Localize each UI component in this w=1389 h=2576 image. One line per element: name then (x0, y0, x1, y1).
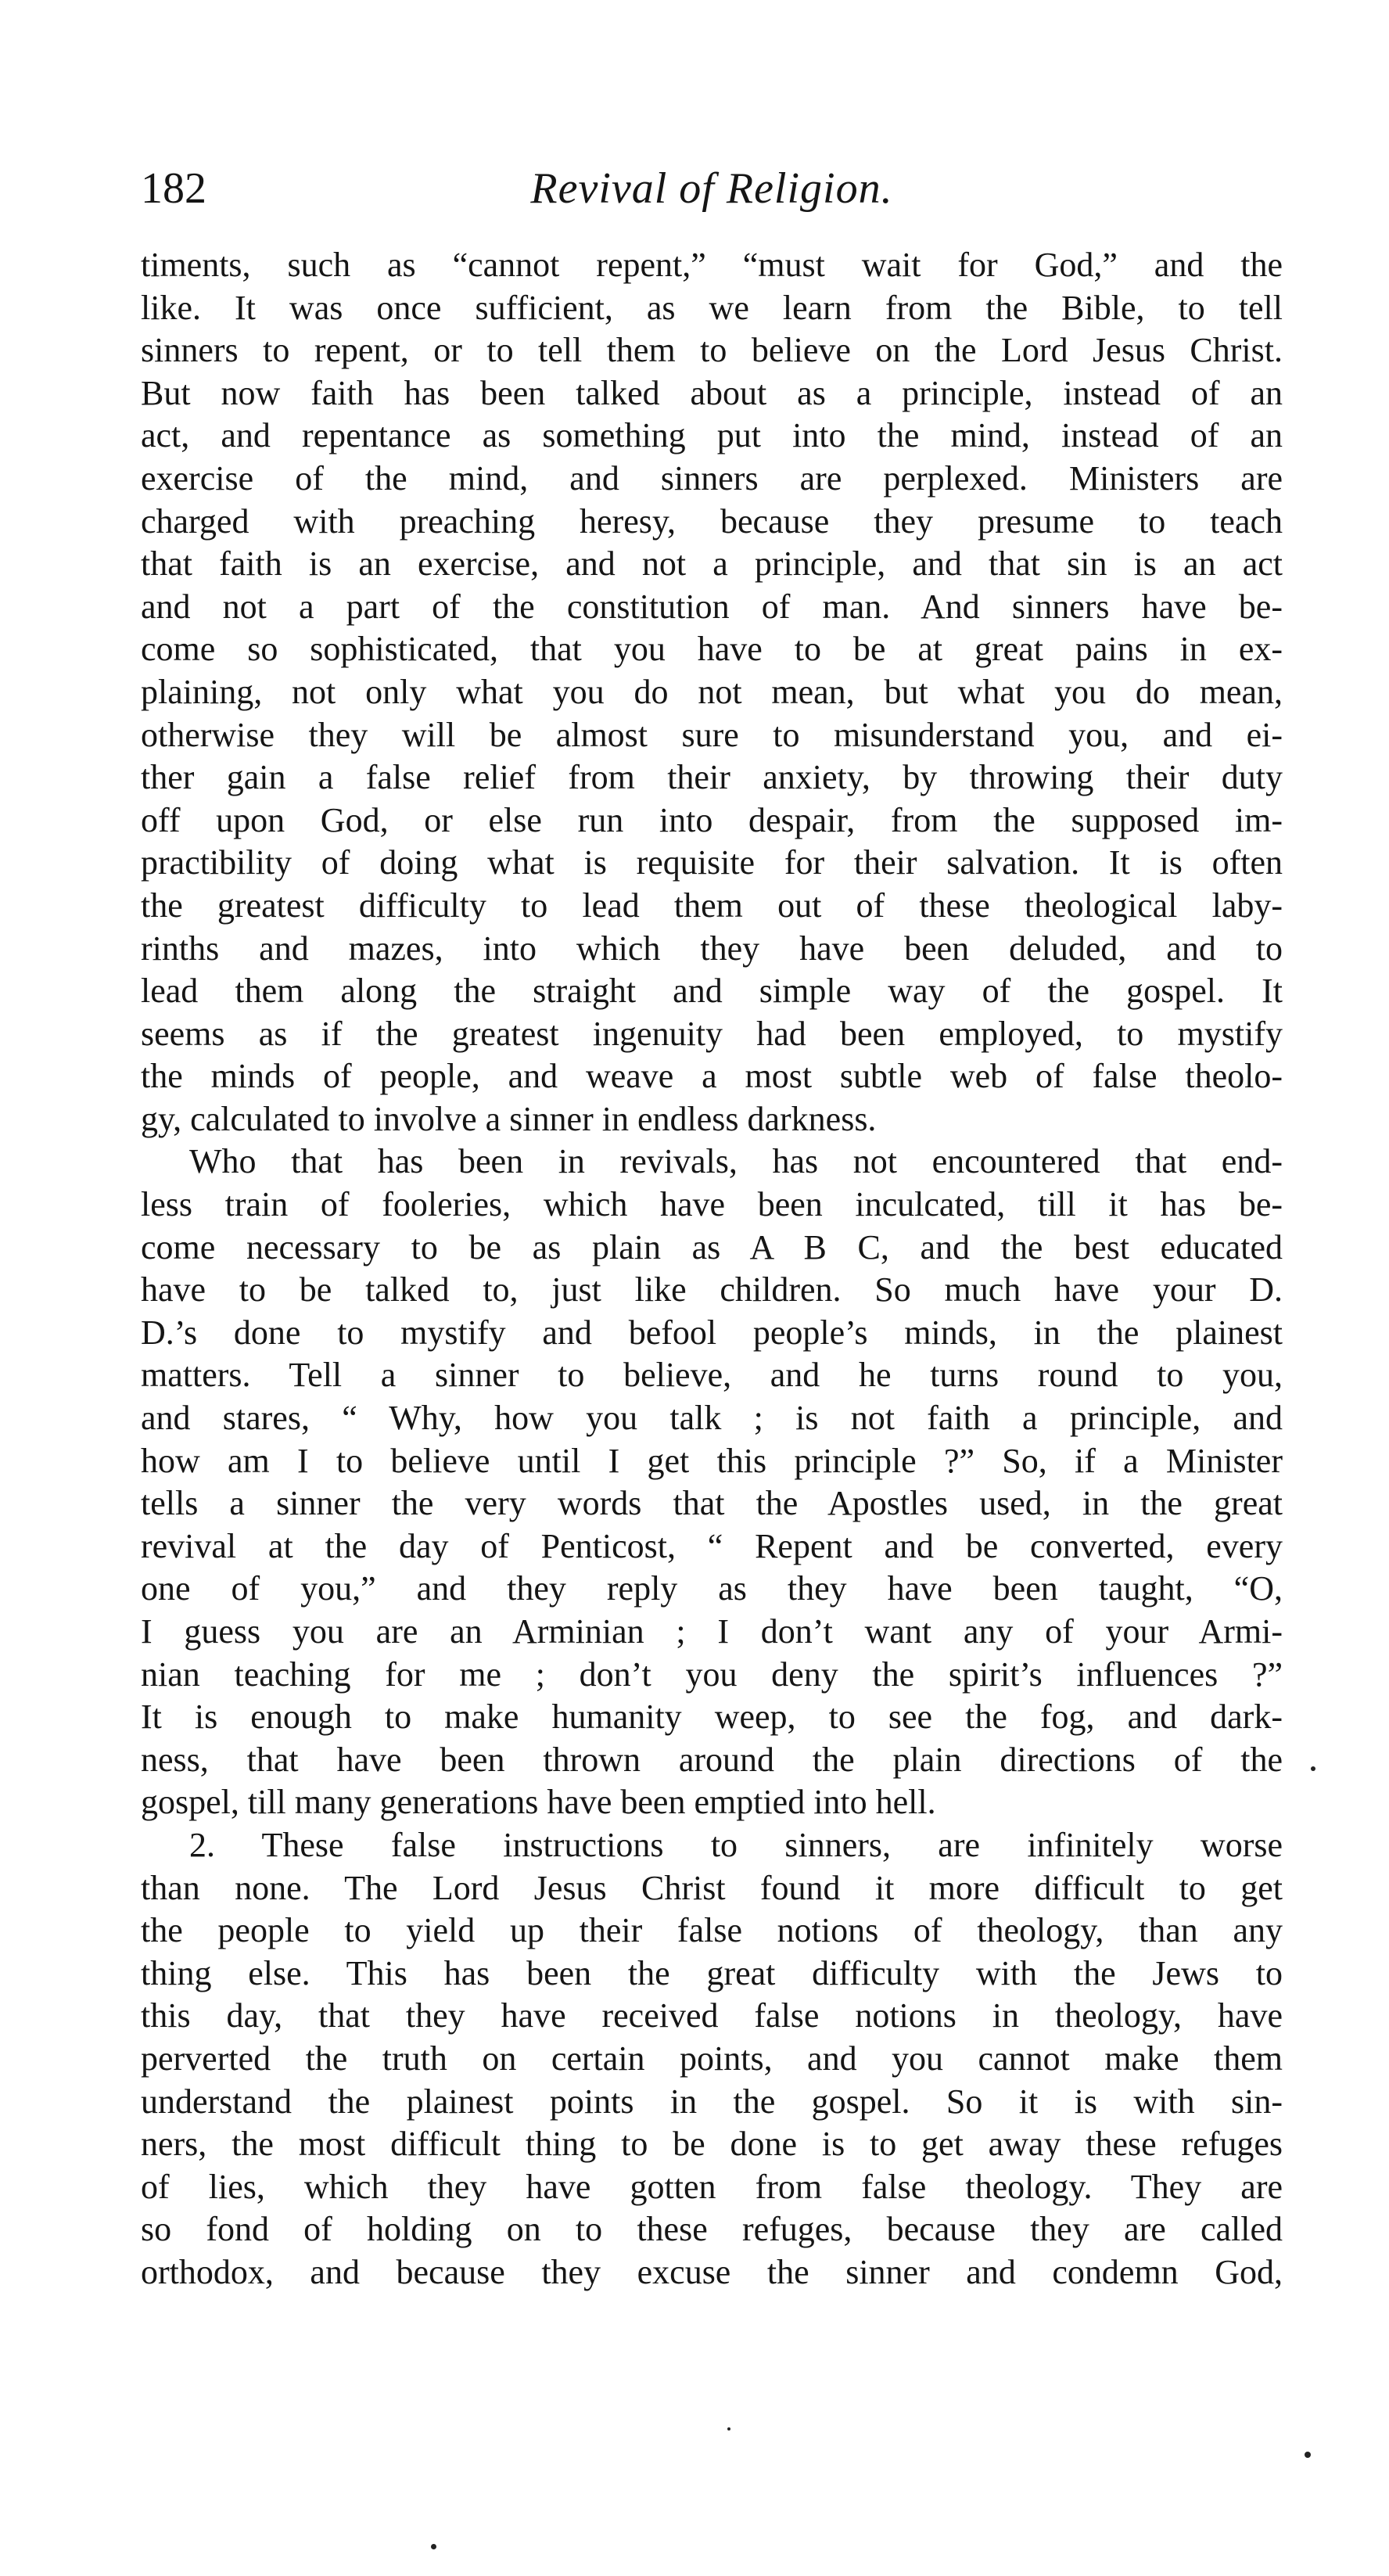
text-line: than none. The Lord Jesus Christ found it more difficult to get (141, 1868, 1283, 1907)
text-line: orthodox, and because they excuse the sinner and condemn God, (141, 2252, 1283, 2291)
text-line: sinners to repent, or to tell them to believe on the Lord Jesus Christ. (141, 331, 1283, 370)
text-line: nian teaching for me ; don’t you deny the spirit’s influences ?” (141, 1654, 1283, 1694)
text-line: this day, that they have received false notions in theology, have (141, 1996, 1283, 2035)
text-line: come necessary to be as plain as A B C, and the best educated (141, 1227, 1283, 1266)
paragraph-start-line: Who that has been in revivals, has not encountered that end- (189, 1142, 1283, 1181)
text-line: D.’s done to mystify and befool people’s minds, in the plainest (141, 1313, 1283, 1352)
ink-speck (727, 2427, 730, 2430)
text-line: revival at the day of Penticost, “ Repent and be converted, every (141, 1526, 1283, 1565)
text-line: the greatest difficulty to lead them out of these theological laby- (141, 886, 1283, 925)
text-line: seems as if the greatest ingenuity had been employed, to mystify (141, 1014, 1283, 1053)
text-line: act, and repentance as something put into the mind, instead of an (141, 416, 1283, 455)
text-line: and stares, “ Why, how you talk ; is not faith a principle, and (141, 1399, 1283, 1438)
running-title: Revival of Religion. (530, 164, 893, 213)
text-line: less train of fooleries, which have been inculcated, till it has be- (141, 1185, 1283, 1224)
text-line: have to be talked to, just like children. So much have your D. (141, 1270, 1283, 1310)
text-line: the people to yield up their false notions of theology, than any (141, 1911, 1283, 1950)
body-text (141, 244, 1283, 2294)
text-line: lead them along the straight and simple way of the gospel. It (141, 972, 1283, 1011)
text-line: I guess you are an Arminian ; I don’t want any of your Armi- (141, 1612, 1283, 1651)
text-line: that faith is an exercise, and not a principle, and that sin is an act (141, 544, 1283, 584)
text-line: exercise of the mind, and sinners are perplexed. Ministers are (141, 458, 1283, 498)
text-line: timents, such as “cannot repent,” “must wait for God,” and the (141, 246, 1283, 284)
text-line: the minds of people, and weave a most subtle web of false theolo- (141, 1057, 1283, 1096)
text-line: how am I to believe until I get this principle ?” So, if a Minister (141, 1441, 1283, 1480)
text-line: so fond of holding on to these refuges, because they are called (141, 2210, 1283, 2249)
text-line: otherwise they will be almost sure to misunderstand you, and ei- (141, 715, 1283, 754)
text-line: rinths and mazes, into which they have been deluded, and to (141, 929, 1283, 968)
paragraph-start-line: 2. These false instructions to sinners, are infinitely worse (189, 1825, 1283, 1864)
text-line: off upon God, or else run into despair, from the supposed im- (141, 800, 1283, 839)
ink-speck (431, 2544, 436, 2549)
text-line: tells a sinner the very words that the Apostles used, in the great (141, 1484, 1283, 1523)
page-number: 182 (141, 164, 206, 213)
text-line: of lies, which they have gotten from false theology. They are (141, 2167, 1283, 2206)
text-line: perverted the truth on certain points, and you cannot make them (141, 2039, 1283, 2078)
text-line: come so sophisticated, that you have to be at great pains in ex- (141, 630, 1283, 669)
text-line: understand the plainest points in the gospel. So it is with sin- (141, 2082, 1283, 2121)
text-line: ners, the most difficult thing to be done is to get away these refuges (141, 2125, 1283, 2164)
text-line: matters. Tell a sinner to believe, and he turns round to you, (141, 1356, 1283, 1395)
text-line: thing else. This has been the great difficulty with the Jews to (141, 1953, 1283, 1992)
text-line: one of you,” and they reply as they have been taught, “O, (141, 1569, 1283, 1608)
text-line: practibility of doing what is requisite for their salvation. It is often (141, 843, 1283, 882)
ink-speck (1305, 2452, 1311, 2458)
paragraph-end-line: gy, calculated to involve a sinner in endless darkness. (141, 1099, 877, 1138)
text-line: But now faith has been talked about as a principle, instead of an (141, 373, 1283, 412)
text-line: ther gain a false relief from their anxiety, by throwing their duty (141, 758, 1283, 797)
text-line: and not a part of the constitution of man. And sinners have be- (141, 587, 1283, 626)
paragraph-end-line: gospel, till many generations have been emptied into hell. (141, 1783, 936, 1822)
ink-speck (1311, 1766, 1315, 1771)
text-line: like. It was once sufficient, as we learn from the Bible, to tell (141, 288, 1283, 327)
text-line: charged with preaching heresy, because they presume to teach (141, 501, 1283, 541)
running-header (141, 153, 1283, 224)
text-line: plaining, not only what you do not mean, but what you do mean, (141, 672, 1283, 711)
text-line: It is enough to make humanity weep, to see the fog, and dark- (141, 1698, 1283, 1737)
text-line: ness, that have been thrown around the plain directions of the (141, 1740, 1283, 1779)
